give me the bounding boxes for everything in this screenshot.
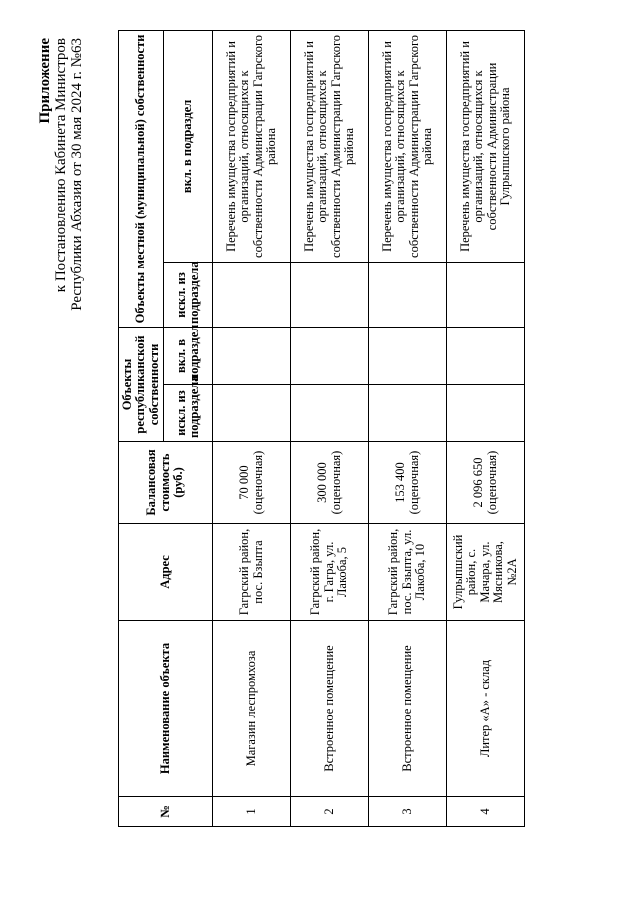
table-row — [447, 30, 525, 826]
header-rep-incl: вкл. в подраздел — [164, 327, 213, 384]
row-cost: 70 000 (оценочная) — [213, 442, 291, 524]
header-line-3: Республики Абхазия от 30 мая 2024 г. №63 — [69, 38, 85, 311]
row-num: 1 — [213, 797, 291, 827]
row-rep-incl — [291, 327, 369, 384]
row-loc-incl: Перечень имущества госпредприятий и организаций, относящихся к собственности Администрации Гагрского района — [291, 30, 369, 262]
header-cost: Балансовая стоимость (руб.) — [119, 442, 213, 524]
row-loc-incl: Перечень имущества госпредприятий и организаций, относящихся к собственности Администрации Гагрского района — [213, 30, 291, 262]
row-loc-incl: Перечень имущества госпредприятий и организаций, относящихся к собственности Администрации Гагрского района — [369, 30, 447, 262]
row-rep-excl — [369, 385, 447, 442]
row-loc-incl: Перечень имущества госпредприятий и организаций, относящихся к собственности Администрации Гулрыпшского района — [447, 30, 525, 262]
row-loc-excl — [447, 262, 525, 327]
document-header — [37, 38, 85, 311]
header-name: Наименование объекта — [119, 621, 213, 797]
row-loc-excl — [369, 262, 447, 327]
property-table — [118, 30, 525, 827]
row-rep-excl — [447, 385, 525, 442]
header-title: Приложение — [37, 38, 53, 124]
row-cost: 2 096 650 (оценочная) — [447, 442, 525, 524]
row-rep-excl — [291, 385, 369, 442]
row-cost: 300 000 (оценочная) — [291, 442, 369, 524]
row-num: 3 — [369, 797, 447, 827]
header-rep-excl: искл. из подраздела — [164, 385, 213, 442]
row-name: Литер «А» - склад — [447, 621, 525, 797]
row-loc-excl — [213, 262, 291, 327]
row-rep-incl — [369, 327, 447, 384]
row-name: Встроенное помещение — [369, 621, 447, 797]
row-name: Магазин леспромхоза — [213, 621, 291, 797]
table-row — [213, 30, 291, 826]
header-loc-excl: искл. из подраздела — [164, 262, 213, 327]
row-num: 4 — [447, 797, 525, 827]
header-num: № — [119, 797, 213, 827]
table-row — [291, 30, 369, 826]
row-rep-incl — [447, 327, 525, 384]
row-num: 2 — [291, 797, 369, 827]
row-cost: 153 400 (оценочная) — [369, 442, 447, 524]
row-address: Гагрский район, пос. Бзыпта, ул. Лакоба, 10 — [369, 524, 447, 621]
header-address: Адрес — [119, 524, 213, 621]
row-address: Гагрский район, пос. Бзыпта — [213, 524, 291, 621]
table-row — [369, 30, 447, 826]
row-address: Гагрский район, г. Гагра, ул. Лакоба, 5 — [291, 524, 369, 621]
header-loc-incl: вкл. в подраздел — [164, 30, 213, 262]
header-line-2: к Постановлению Кабинета Министров — [53, 38, 69, 293]
row-rep-excl — [213, 385, 291, 442]
header-local: Объекты местной (муниципальной) собственности — [119, 30, 164, 327]
row-address: Гулрыпшский район, с. Мачара, ул. Мясникова, №2А — [447, 524, 525, 621]
header-republic: Объекты республиканской собственности — [119, 327, 164, 441]
row-loc-excl — [291, 262, 369, 327]
header-row-1 — [119, 30, 164, 826]
row-rep-incl — [213, 327, 291, 384]
row-name: Встроенное помещение — [291, 621, 369, 797]
